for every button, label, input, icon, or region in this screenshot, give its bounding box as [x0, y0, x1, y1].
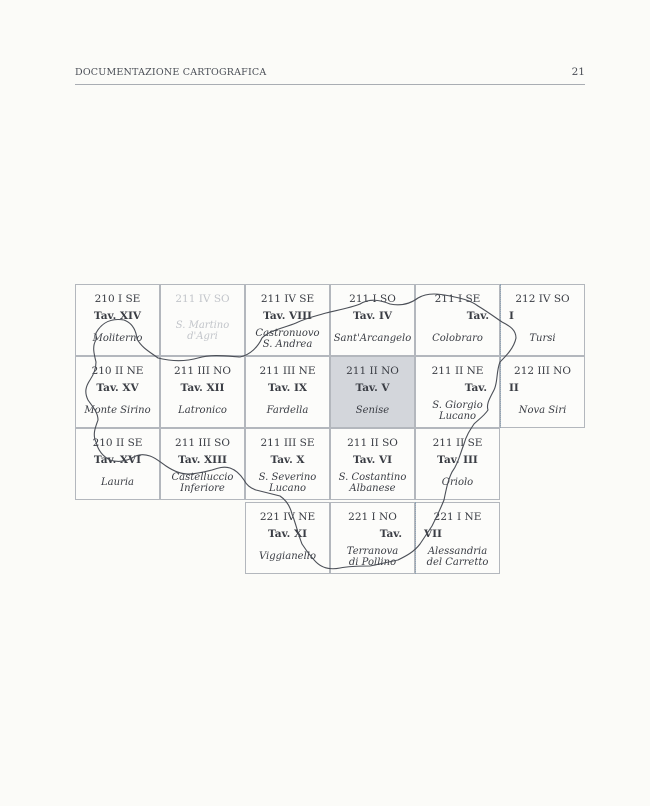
sheet-code: 221 IV NE [259, 511, 316, 523]
sheet-place-name: Monte Sirino [84, 405, 151, 417]
sheet-place-name: Castelluccio Inferiore [171, 471, 234, 494]
sheet-code: 211 II NE [431, 365, 484, 377]
sheet-place-name: Viggianello [259, 551, 316, 563]
sheet-code: 211 III NO [174, 365, 231, 377]
page-number: 21 [571, 66, 585, 78]
sheet-code: 212 III NO [514, 365, 571, 377]
map-sheet [75, 284, 160, 356]
sheet-place-name: S. Martino d'Agri [175, 319, 230, 342]
map-sheet [330, 428, 415, 500]
map-sheet [245, 502, 330, 574]
sheet-table-number: Tav. XIV [93, 310, 142, 322]
sheet-place-name: Lauria [101, 477, 134, 489]
map-sheet [75, 356, 160, 428]
sheet-place-name: Senise [355, 405, 390, 417]
sheet-place-name: Fardella [266, 405, 309, 417]
map-sheet [160, 356, 245, 428]
sheet-code: 211 II NO [346, 365, 399, 377]
sheet-table-number: II [509, 382, 519, 394]
sheet-code: 221 I NE [433, 511, 482, 523]
map-sheet [415, 428, 500, 500]
sheet-code: 211 III SO [175, 437, 230, 449]
sheet-code: 211 III SE [260, 437, 315, 449]
map-sheet [160, 428, 245, 500]
sheet-place-name: Latronico [178, 405, 227, 417]
sheet-code: 211 IV SE [260, 293, 315, 305]
sheet-table-number: Tav. IV [352, 310, 393, 322]
sheet-table-number: Tav. XI [267, 528, 308, 540]
sheet-code: 211 II SE [432, 437, 483, 449]
sheet-place-name: S. Severino Lucano [258, 471, 317, 494]
sheet-table-number: Tav. XVI [93, 454, 142, 466]
sheet-table-number: Tav. V [355, 382, 390, 394]
map-sheet [415, 356, 500, 428]
sheet-place-name: Sant'Arcangelo [333, 333, 412, 345]
running-title: DOCUMENTAZIONE CARTOGRAFICA [75, 67, 267, 78]
map-sheet [245, 284, 330, 356]
sheet-code: 210 II SE [92, 437, 143, 449]
sheet-code: 211 I SE [434, 293, 481, 305]
map-sheet [330, 502, 415, 574]
sheet-code: 210 I SE [94, 293, 141, 305]
sheet-code: 212 IV SO [515, 293, 570, 305]
map-sheet-highlighted [330, 356, 415, 428]
sheet-table-number: Tav. [379, 528, 402, 540]
map-sheet [415, 502, 500, 574]
sheet-table-number: I [509, 310, 514, 322]
sheet-place-name: Alessandria del Carretto [426, 545, 489, 568]
sheet-code: 221 I NO [348, 511, 397, 523]
sheet-table-number: Tav. XV [96, 382, 139, 394]
map-sheet [75, 428, 160, 500]
map-sheet [160, 284, 245, 356]
sheet-code: 211 II SO [347, 437, 398, 449]
sheet-code: 210 II NE [91, 365, 144, 377]
sheet-code: 211 III NE [259, 365, 316, 377]
sheet-table-number: Tav. VIII [263, 310, 312, 322]
map-sheet [330, 284, 415, 356]
sheet-place-name: S. Giorgio Lucano [432, 399, 483, 422]
map-sheet [245, 356, 330, 428]
sheet-place-name: Tursi [529, 333, 556, 345]
dotted-grid-line [500, 284, 501, 428]
sheet-place-name: Castronuovo S. Andrea [255, 327, 320, 350]
sheet-place-name: Colobraro [432, 333, 483, 345]
sheet-code: 211 IV SO [175, 293, 230, 305]
sheet-place-name: Nova Siri [518, 405, 567, 417]
sheet-place-name: Moliterno [92, 333, 143, 345]
sheet-table-number: Tav. III [437, 454, 478, 466]
sheet-table-number: Tav. X [270, 454, 305, 466]
sheet-table-number: Tav. IX [267, 382, 308, 394]
sheet-place-name: Oriolo [441, 477, 474, 489]
map-sheet [415, 284, 500, 356]
map-sheet [245, 428, 330, 500]
sheet-place-name: S. Costantino Albanese [338, 471, 407, 494]
sheet-code: 211 I SO [349, 293, 396, 305]
sheet-table-number: Tav. [466, 310, 489, 322]
sheet-place-name: Terranova di Pollino [346, 545, 399, 568]
map-sheet [500, 356, 585, 428]
sheet-table-number: Tav. XIII [178, 454, 227, 466]
map-sheet [500, 284, 585, 356]
sheet-table-number: Tav. [464, 382, 487, 394]
sheet-table-number: Tav. VI [352, 454, 393, 466]
sheet-table-number: VII [424, 528, 442, 540]
sheet-table-number: Tav. XII [180, 382, 225, 394]
dotted-grid-line [415, 502, 416, 574]
